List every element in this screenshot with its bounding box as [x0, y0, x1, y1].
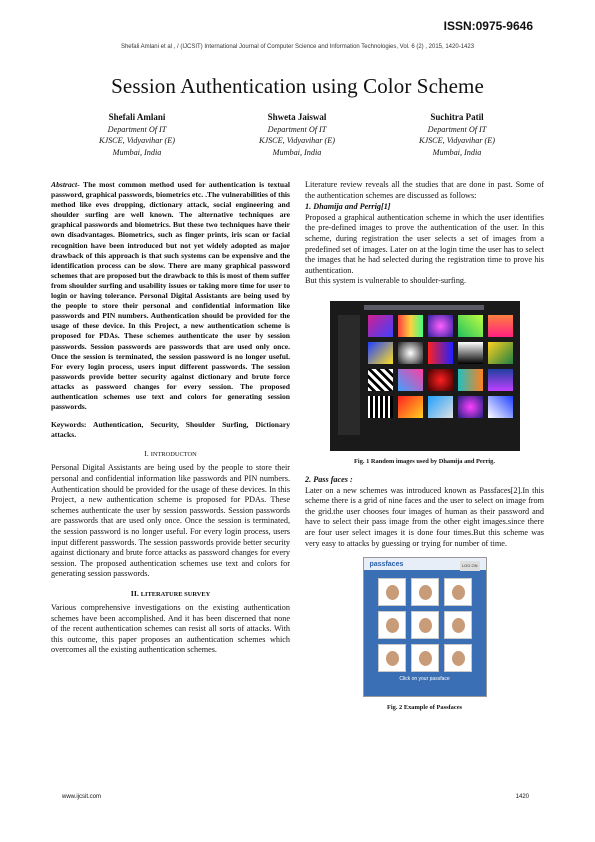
- author-city: Mumbai, India: [272, 147, 322, 157]
- passface-prompt: Click on your passface: [399, 676, 450, 683]
- face-grid: [378, 578, 472, 672]
- image-tile: [428, 369, 453, 391]
- keywords: Keywords: Authentication, Security, Shoulder Surfing, Dictionary attacks.: [51, 420, 290, 440]
- section-title: INTRODUCTON: [150, 451, 197, 459]
- section-number: I.: [144, 449, 151, 459]
- subsection-heading-dhamija: 1. Dhamija and Perrig[1]: [305, 202, 391, 212]
- image-tile: [458, 315, 483, 337]
- author-name: Shweta Jaiswal: [267, 112, 327, 122]
- author-2: [222, 112, 372, 158]
- image-tile: [398, 342, 423, 364]
- image-tile: [458, 342, 483, 364]
- passfaces-logo: passfaces: [369, 561, 404, 569]
- figure-side-panel: [338, 315, 360, 435]
- image-tile: [428, 315, 453, 337]
- face-tile: [378, 644, 406, 672]
- face-tile: [444, 578, 472, 606]
- image-tile: [398, 315, 423, 337]
- face-tile: [411, 578, 439, 606]
- running-head: Shefali Amlani et al , / (IJCSIT) International Journal of Computer Science and Information Technologies, Vol. 6 (2) , 2015, 1420-1423: [120, 44, 475, 50]
- author-city: Mumbai, India: [432, 147, 482, 157]
- passfaces-topbar: [364, 558, 486, 570]
- face-tile: [411, 611, 439, 639]
- section-title: LITERATURE SURVEY: [140, 590, 211, 598]
- image-tile: [488, 342, 513, 364]
- figure-toolbar: [364, 305, 484, 310]
- face-tile: [378, 611, 406, 639]
- image-tile: [488, 315, 513, 337]
- dhamija-text: Proposed a graphical authentication scheme in which the user identifies the pre-defined images to prove the authentication of the user. In this scheme, during registration the user selects a set of images from a predefined set of images. Later on at the login time the user has to select the images that he had selected during the registration time to prove his authentication.: [305, 212, 544, 275]
- author-name: Suchitra Patil: [430, 112, 484, 122]
- logon-button: LOG ON: [460, 561, 480, 571]
- image-tile: [488, 369, 513, 391]
- image-tile: [368, 369, 393, 391]
- subsection-heading-passfaces: 2. Pass faces :: [305, 475, 353, 485]
- intro-text: Personal Digital Assistants are being used by the people to store their personal and confidential information like passwords and PIN numbers. Authentication should be provided for the usage of these devices. In this Project, a new authentication scheme is proposed for PDAs. These schemes authenticate the user by session passwords. Session passwords are passwords that are used only once. Once the session is terminated, the session password is no longer useful. For every login process, users input different passwords. The session passwords provide better security against dictionary and brute force attacks as password changes for every session. The proposed authentication schemes use text and colors for generating session passwords.: [51, 463, 290, 579]
- abstract-label: Abstract-: [51, 180, 80, 189]
- right-column: [305, 180, 544, 721]
- page-number: 1420: [515, 794, 529, 800]
- issn-label: ISSN:0975-9646: [443, 19, 533, 33]
- abstract: [51, 180, 290, 412]
- author-name: Shefali Amlani: [108, 112, 166, 122]
- section-number: II.: [130, 588, 141, 598]
- image-tile: [428, 396, 453, 418]
- image-tile: [368, 396, 393, 418]
- author-dept: Department Of IT: [427, 124, 487, 134]
- image-tile: [398, 369, 423, 391]
- image-tile: [488, 396, 513, 418]
- face-tile: [444, 611, 472, 639]
- figure-1-random-images: [330, 301, 520, 451]
- figure-1-caption: Fig. 1 Random images used by Dhamija and Perrig.: [354, 457, 495, 465]
- image-tile: [368, 342, 393, 364]
- author-city: Mumbai, India: [112, 147, 162, 157]
- face-tile: [444, 644, 472, 672]
- dhamija-text-2: But this system is vulnerable to shoulder-surfing.: [305, 276, 467, 286]
- passfaces-text: Later on a new schemes was introduced known as Passfaces[2].In this scheme there is a grid of nine faces and the user to select on image from the grid.the user chooses four images of human as their password and have to select their pass image from the other eight images.since there are four user select images it is done four times.But this scheme was very easy to attacks by guessing or trying for number of time.: [305, 485, 544, 548]
- author-inst: KJSCE, Vidyavihar (E): [98, 136, 176, 145]
- abstract-text: The most common method used for authentication is textual password, graphical passwords, biometrics etc. .The vulnerabilities of this method like eves dropping, dictionary attack, social engineering and shoulder surfing are well known. The alternative techniques are graphical passwords and biometrics. But these two techniques have their own disadvantages. Biometrics, such as finger prints, iris scan or facial recognition have been introduced but not yet widely adopted as major drawback of this approach is that such systems can be expensive and the identification process can be slow. There are many graphical password schemes that are proposed but the drawback to this is most of them suffer from shoulder surfing and usability issues or taking more time for user to login or having tolerance. Personal Digital Assistants are being used by the people to store their personal and confidential information like passwords and PIN numbers. Authentication should be provided for the usage of these device. In this Project, a new authentication scheme is proposed for PDAs. These schemes authenticate the user by session passwords. Session passwords are passwords that are used only once. Once the session is terminated, the session password is no longer useful. For every login process, users input different passwords. The session passwords provide better security against dictionary and brute force attacks as password changes for every session. The proposed authentication schemes use text and colors for generating session passwords.: [51, 180, 290, 412]
- section-heading-introduction: [51, 449, 290, 460]
- author-dept: Department Of IT: [107, 124, 167, 134]
- author-1: [62, 112, 212, 158]
- footer-website: www.ijcsit.com: [62, 794, 102, 800]
- author-inst: KJSCE, Vidyavihar (E): [258, 136, 336, 145]
- literature-text: Various comprehensive investigations on the existing authentication schemes have been accomplished. And it has been discerned that none of the recent authentication schemes can resist all sorts of attacks. With this outcome, this paper proposes an authentication schemes which overcomes all the existing authentication schemes.: [51, 603, 290, 655]
- image-tile: [398, 396, 423, 418]
- figure-2-passfaces: [363, 557, 487, 697]
- author-inst: KJSCE, Vidyavihar (E): [418, 136, 496, 145]
- face-tile: [378, 578, 406, 606]
- paper-title: Session Authentication using Color Scheme: [111, 74, 484, 98]
- image-tile: [458, 369, 483, 391]
- image-tile: [428, 342, 453, 364]
- author-dept: Department Of IT: [267, 124, 327, 134]
- image-tile: [368, 315, 393, 337]
- figure-2-caption: Fig. 2 Example of Passfaces: [386, 704, 463, 712]
- image-tile: [458, 396, 483, 418]
- section-heading-literature: [51, 589, 290, 600]
- literature-text-continued: Literature review reveals all the studies that are done in past. Some of the authentication schemes are discussed as follows:: [305, 180, 544, 200]
- left-column: [51, 180, 290, 656]
- image-grid: [368, 315, 516, 418]
- author-block: [62, 112, 532, 158]
- face-tile: [411, 644, 439, 672]
- author-3: [382, 112, 532, 158]
